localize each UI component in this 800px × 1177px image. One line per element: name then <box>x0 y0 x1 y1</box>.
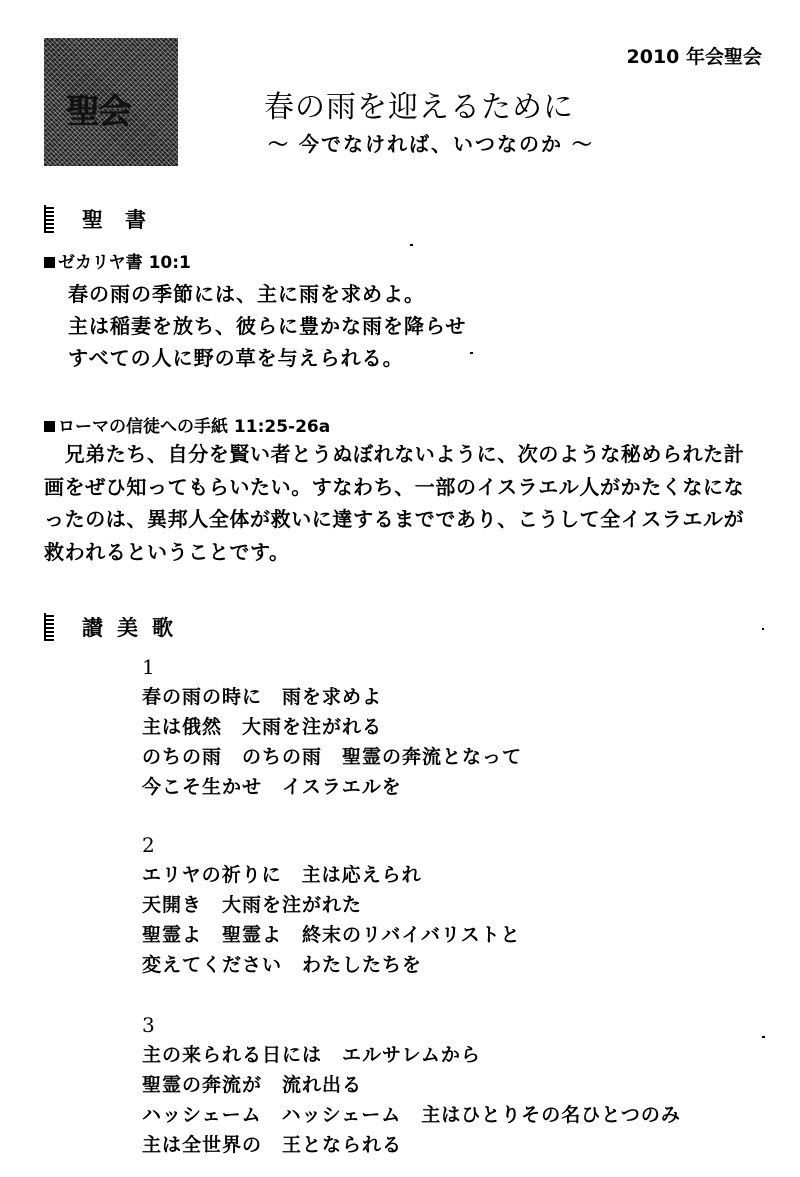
hymn-line: エリヤの祈りに 主は応えられ <box>142 864 422 886</box>
scripture-ref-2: ローマの信徒への手紙 11:25-26a <box>44 412 330 437</box>
hymn-line: 主の来られる日には エルサレムから <box>142 1044 481 1066</box>
bullet-square-icon <box>44 421 55 432</box>
bullet-square-icon <box>44 257 55 268</box>
logo <box>44 38 178 166</box>
scripture-passage-1 <box>68 278 466 374</box>
scan-speck <box>470 352 473 354</box>
verse-line: 春の雨の季節には、主に雨を求めよ。 <box>68 282 425 306</box>
scan-speck <box>410 244 413 246</box>
hymn-line: 春の雨の時に 雨を求めよ <box>142 686 383 708</box>
page-subtitle: ～ 今でなければ、いつなのか ～ <box>268 132 594 156</box>
hymn-line: ハッシェーム ハッシェーム 主はひとりその名ひとつのみ <box>142 1104 681 1126</box>
paragraph-line: ったのは、異邦人全体が救いに達するまでであり、こうして全イスラエルが <box>44 507 745 531</box>
section-marker-icon <box>44 205 54 233</box>
scripture-passage-2 <box>44 438 764 568</box>
scripture-heading-text: 聖書 <box>82 207 168 232</box>
scan-speck <box>762 1036 765 1038</box>
logo-text: 聖会 <box>66 92 130 132</box>
paragraph-line: 兄弟たち、自分を賢い者とうぬぼれないように、次のような秘められた計 <box>44 442 745 466</box>
hymn-heading <box>44 612 187 642</box>
scripture-heading <box>44 204 168 234</box>
hymn-line: 主は俄然 大雨を注がれる <box>142 716 383 738</box>
verse-line: すべての人に野の草を与えられる。 <box>68 346 404 370</box>
section-marker-icon <box>44 613 54 641</box>
verse-number: 2 <box>142 833 156 857</box>
hymn-verse-1 <box>142 652 522 802</box>
hymn-line: 天開き 大雨を注がれた <box>142 894 363 916</box>
paragraph-line: 画をぜひ知ってもらいたい。すなわち、一部のイスラエル人がかたくなにな <box>44 474 745 499</box>
hymn-line: 聖霊よ 聖霊よ 終末のリバイバリストと <box>142 924 521 946</box>
scan-speck <box>762 628 764 630</box>
event-label: 2010 年会聖会 <box>626 46 762 68</box>
verse-number: 1 <box>142 655 156 679</box>
hymn-verse-2 <box>142 830 521 980</box>
hymn-heading-text: 讃美歌 <box>82 615 187 640</box>
hymn-line: 変えてください わたしたちを <box>142 954 423 976</box>
hymn-verse-3 <box>142 1010 681 1160</box>
page-title: 春の雨を迎えるために <box>264 90 574 125</box>
hymn-line: のちの雨 のちの雨 聖霊の奔流となって <box>142 746 523 768</box>
verse-line: 主は稲妻を放ち、彼らに豊かな雨を降らせ <box>68 314 467 338</box>
verse-number: 3 <box>142 1013 156 1037</box>
hymn-line: 聖霊の奔流が 流れ出る <box>142 1074 363 1096</box>
hymn-line: 主は全世界の 王となられる <box>142 1134 403 1156</box>
paragraph-line: 救われるということです。 <box>44 539 290 564</box>
scripture-ref-1: ゼカリヤ書 10:1 <box>44 248 191 273</box>
hymn-line: 今こそ生かせ イスラエルを <box>142 776 402 798</box>
